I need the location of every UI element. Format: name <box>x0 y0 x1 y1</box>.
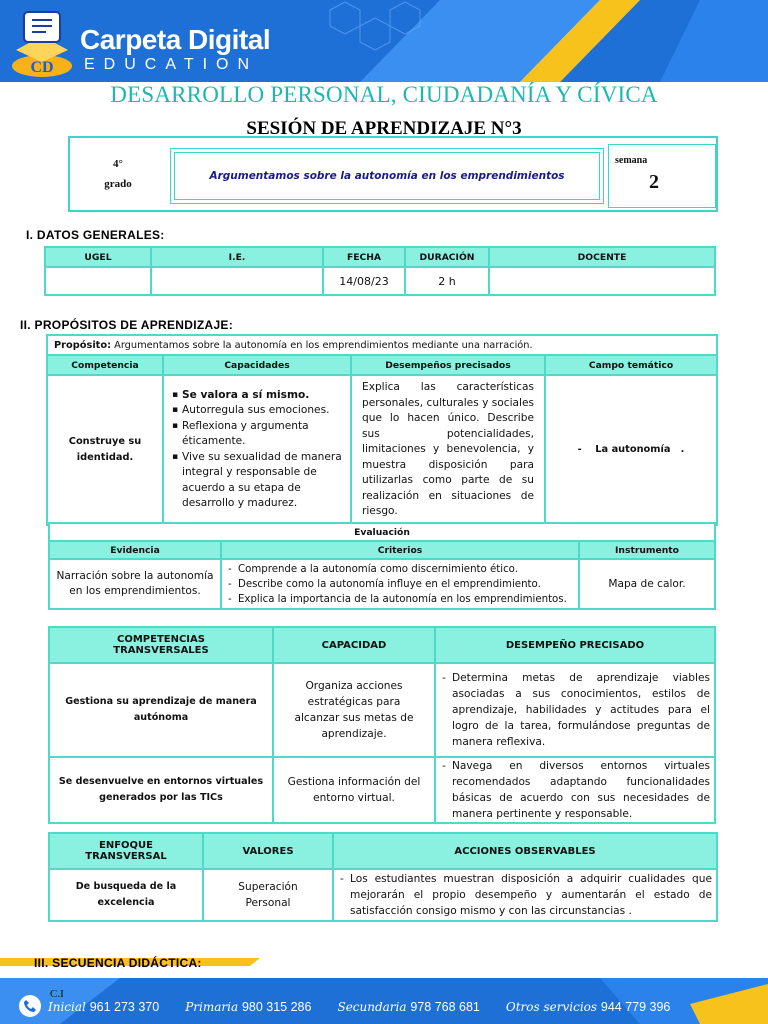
transversal-desempeno-1: - Determina metas de aprendizaje viables asociadas a sus conocimientos, estilos de aprendizaje, habilidades y actitudes para el logro de la tarea, formulándose preguntas de manera reflexiva. <box>442 670 710 750</box>
session-title: SESIÓN DE APRENDIZAJE N°3 <box>246 118 522 139</box>
footer-contacts <box>48 1000 670 1014</box>
header-acciones-observables: ACCIONES OBSERVABLES <box>334 834 716 868</box>
contact-inicial <box>48 1000 159 1014</box>
duracion-value: 2 h <box>406 268 488 294</box>
header-capacidades: Capacidades <box>164 356 350 374</box>
section-datos-generales-heading: I. DATOS GENERALES: <box>26 228 165 242</box>
header-evidencia: Evidencia <box>50 542 220 558</box>
transversal-desempeno-2-cell <box>436 758 714 822</box>
footer-background <box>0 964 768 1024</box>
capacidad-item: ▪ Vive su sexualidad de manera integral y responsable de acuerdo a su etapa de desarrollo y madurez. <box>172 450 348 512</box>
footer-banner <box>0 964 768 1024</box>
competencia-value: Construye su identidad. <box>48 376 162 524</box>
footer-ci: C.I <box>50 988 64 1000</box>
transversal-desempeno-2-list <box>436 758 714 822</box>
acciones-value: - Los estudiantes muestran disposición a adquirir cualidades que mejorarán el propio desempeño y aumentarán el estado de satisfacción consigo mismo y con las circunstancias . <box>340 871 712 919</box>
datos-generales-table <box>44 246 716 296</box>
criterios-list <box>222 562 578 607</box>
header-competencias-transversales: COMPETENCIAS TRANSVERSALES <box>50 628 272 662</box>
capacidades-cell <box>164 376 350 524</box>
contact-label: Secundaria <box>337 1000 407 1014</box>
contact-label: Primaria <box>185 1000 239 1014</box>
header-docente: DOCENTE <box>490 248 714 266</box>
contact-primaria <box>185 1000 311 1014</box>
enfoque-value: De busqueda de la excelencia <box>50 870 202 920</box>
capacidades-list <box>166 388 348 512</box>
capacidad-item: ▪ Autorregula sus emociones. <box>172 403 348 419</box>
transversal-capacidad-1: Organiza acciones estratégicas para alcanzar sus metas de aprendizaje. <box>274 664 434 756</box>
header-valores: VALORES <box>204 834 332 868</box>
header-capacidad: CAPACIDAD <box>274 628 434 662</box>
contact-number: 978 768 681 <box>410 1000 480 1014</box>
week-label: semana <box>615 155 648 166</box>
transversal-capacidad-2: Gestiona información del entorno virtual. <box>274 758 434 822</box>
propositos-table <box>46 334 718 526</box>
header-banner <box>0 0 768 82</box>
brand-name: Carpeta Digital <box>80 24 271 55</box>
desempeno-value: Explica las características personales, culturales y sociales que lo hacen único. Describe sus potencialidades, limitaciones y benevolencia, y muestra disposición para utilizarlas como parte de su realización en situaciones de riesgo. <box>352 376 544 524</box>
proposito-text: Argumentamos sobre la autonomía en los emprendimientos mediante una narración. <box>111 339 533 351</box>
header-ugel: UGEL <box>46 248 150 266</box>
proposito-row <box>48 336 716 354</box>
header-campo-tematico: Campo temático <box>546 356 716 374</box>
contact-number: 944 779 396 <box>600 1000 671 1014</box>
header-enfoque-transversal: ENFOQUE TRANSVERSAL <box>50 834 202 868</box>
contact-label: Otros servicios <box>505 1000 598 1014</box>
capacidad-item: ▪ Reflexiona y argumenta éticamente. <box>172 419 348 450</box>
evaluacion-table <box>48 522 716 610</box>
section-secuencia-heading: III. SECUENCIA DIDÁCTICA: <box>34 956 202 970</box>
session-info-box <box>68 136 718 212</box>
ugel-value <box>46 268 150 294</box>
header-fecha: FECHA <box>324 248 404 266</box>
grade-cell <box>70 138 166 210</box>
evaluacion-title: Evaluación <box>50 524 714 540</box>
svg-text:CD: CD <box>30 59 54 76</box>
transversal-desempeno-1-list <box>436 670 714 750</box>
header-duracion: DURACIÓN <box>406 248 488 266</box>
contact-number: 980 315 286 <box>241 1000 312 1014</box>
proposito-label: Propósito: <box>54 339 112 351</box>
acciones-list <box>334 871 716 919</box>
transversal-desempeno-2: - Navega en diversos entornos virtuales recomendados adaptando funcionalidades básicas de acuerdo con sus necesidades de manera pertinente y responsable. <box>442 758 710 822</box>
subject-title: DESARROLLO PERSONAL, CIUDADANÍA Y CÍVICA <box>110 82 658 107</box>
header-ie: I.E. <box>152 248 322 266</box>
evidencia-value: Narración sobre la autonomía en los emprendimientos. <box>50 560 220 608</box>
competencias-transversales-table <box>48 626 716 824</box>
logo-icon <box>10 6 74 78</box>
contact-otros <box>506 1000 671 1014</box>
criterio-item: - Comprende a la autonomía como discernimiento ético. <box>228 562 574 577</box>
criterio-item: - Describe como la autonomía influye en el emprendimiento. <box>228 577 574 592</box>
grade-label: grado <box>104 178 132 190</box>
grade-number: 4° <box>113 158 123 170</box>
enfoque-transversal-table <box>48 832 718 922</box>
valor-value: Superación Personal <box>204 870 332 920</box>
transversal-competencia-2: Se desenvuelve en entornos virtuales generados por las TICs <box>50 758 272 822</box>
week-number: 2 <box>649 171 659 193</box>
header-desempenos: Desempeños precisados <box>352 356 544 374</box>
criterios-cell <box>222 560 578 608</box>
brand-subtitle: EDUCATION <box>84 56 259 73</box>
contact-label: Inicial <box>48 1000 86 1014</box>
campo-tematico-value: - La autonomía . <box>546 376 716 524</box>
session-topic-frame <box>170 148 604 204</box>
week-cell <box>608 144 716 208</box>
fecha-value: 14/08/23 <box>324 268 404 294</box>
contact-number: 961 273 370 <box>89 1000 160 1014</box>
transversal-competencia-1: Gestiona su aprendizaje de manera autónoma <box>50 664 272 756</box>
acciones-cell <box>334 870 716 920</box>
ie-value <box>152 268 322 294</box>
section-propositos-heading: II. PROPÓSITOS DE APRENDIZAJE: <box>20 318 234 332</box>
session-topic: Argumentamos sobre la autonomía en los emprendimientos <box>174 152 600 200</box>
instrumento-value: Mapa de calor. <box>580 560 714 608</box>
header-instrumento: Instrumento <box>580 542 714 558</box>
header-competencia: Competencia <box>48 356 162 374</box>
contact-secundaria <box>337 1000 479 1014</box>
criterio-item: - Explica la importancia de la autonomía en los emprendimientos. <box>228 592 574 607</box>
header-criterios: Criterios <box>222 542 578 558</box>
transversal-desempeno-1-cell <box>436 664 714 756</box>
capacidad-item: ▪ Se valora a sí mismo. <box>172 388 348 404</box>
phone-icon <box>18 994 42 1018</box>
header-desempeno-precisado: DESEMPEÑO PRECISADO <box>436 628 714 662</box>
docente-value <box>490 268 714 294</box>
